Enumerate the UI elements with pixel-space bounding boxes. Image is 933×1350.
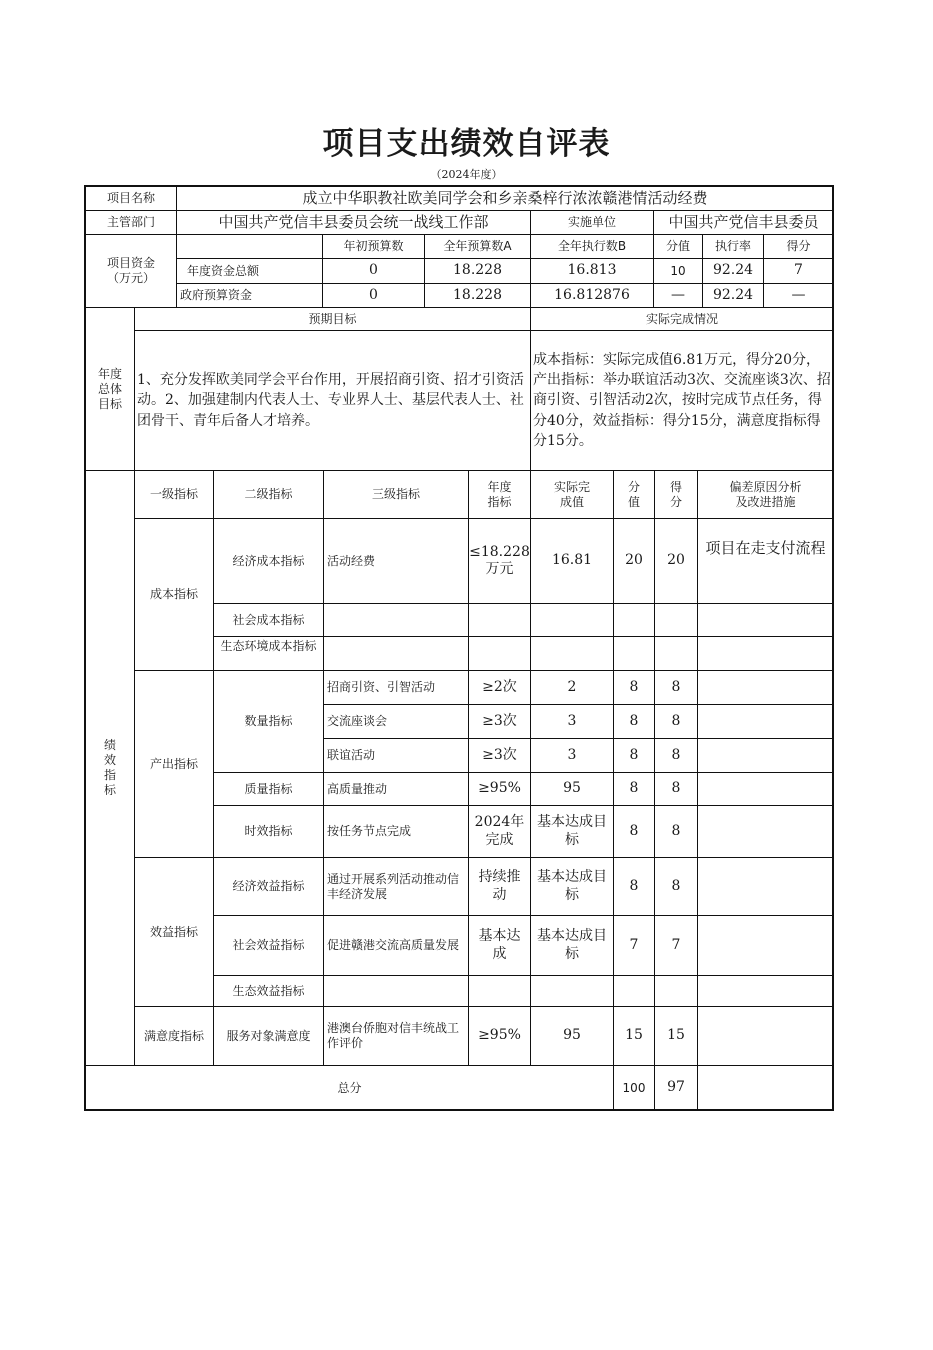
cost-social-target	[468, 603, 531, 637]
cost-econ-actual: 16.81	[530, 518, 614, 604]
indicators-label: 绩效指标	[85, 470, 135, 1066]
cost-social-level2: 社会成本指标	[213, 603, 324, 637]
output-q3-target: ≥3次	[468, 738, 531, 773]
output-q2-value: 8	[613, 704, 655, 739]
funds-row-gov-annual: 18.228	[424, 283, 531, 308]
output-q1-value: 8	[613, 670, 655, 705]
cost-eco-value	[613, 636, 655, 671]
cost-econ-score: 20	[654, 518, 698, 604]
funds-header-blank	[176, 234, 323, 259]
funds-row-total-initial: 0	[322, 258, 425, 284]
cost-social-note	[697, 603, 834, 637]
output-quality-note	[697, 772, 834, 806]
cost-econ-level2: 经济成本指标	[213, 518, 324, 604]
goals-expected-text: 1、充分发挥欧美同学会平台作用，开展招商引资、招才引资活动。2、加强建制内代表人士、专业界人士、基层代表人士、社团骨干、青年后备人才培养。	[134, 330, 531, 471]
output-q2-score: 8	[654, 704, 698, 739]
cost-econ-level3: 活动经费	[323, 518, 469, 604]
output-time-actual: 基本达成目标	[530, 805, 614, 858]
satisfaction-target: ≥95%	[468, 1006, 531, 1066]
ind-header-note: 偏差原因分析及改进措施	[697, 470, 834, 519]
benefit-eco-note	[697, 975, 834, 1007]
cost-eco-actual	[530, 636, 614, 671]
benefit-social-level3: 促进赣港交流高质量发展	[323, 915, 469, 976]
satisfaction-value: 15	[613, 1006, 655, 1066]
output-q1-note	[697, 670, 834, 705]
benefit-social-score: 7	[654, 915, 698, 976]
ind-header-score: 得分	[654, 470, 698, 519]
benefit-eco-value	[613, 975, 655, 1007]
output-time-level3: 按任务节点完成	[323, 805, 469, 858]
funds-header-score-value: 分值	[653, 234, 703, 259]
satisfaction-score: 15	[654, 1006, 698, 1066]
dept-label: 主管部门	[85, 210, 177, 235]
funds-row-total-rate: 92.24	[702, 258, 764, 284]
funds-row-gov-score-value: —	[653, 283, 703, 308]
cost-econ-target: ≤18.228万元	[468, 518, 531, 604]
project-name-label: 项目名称	[85, 186, 177, 211]
output-q2-level3: 交流座谈会	[323, 704, 469, 739]
satisfaction-level2: 服务对象满意度	[213, 1006, 324, 1066]
funds-header-rate: 执行率	[702, 234, 764, 259]
satisfaction-note	[697, 1006, 834, 1066]
cost-eco-target	[468, 636, 531, 671]
output-quality-actual: 95	[530, 772, 614, 806]
funds-row-gov-name: 政府预算资金	[176, 283, 323, 308]
cost-level1: 成本指标	[134, 518, 214, 671]
funds-row-total-score: 7	[763, 258, 834, 284]
output-q1-level3: 招商引资、引智活动	[323, 670, 469, 705]
benefit-econ-actual: 基本达成目标	[530, 857, 614, 916]
output-level1: 产出指标	[134, 670, 214, 858]
satisfaction-level3: 港澳台侨胞对信丰统战工作评价	[323, 1006, 469, 1066]
funds-label: 项目资金（万元）	[85, 234, 177, 308]
output-time-note	[697, 805, 834, 858]
cost-econ-value: 20	[613, 518, 655, 604]
ind-header-actual: 实际完成值	[530, 470, 614, 519]
output-quality-level2: 质量指标	[213, 772, 324, 806]
funds-row-total-score-value: 10	[653, 258, 703, 284]
total-score: 97	[654, 1065, 698, 1111]
output-time-value: 8	[613, 805, 655, 858]
benefit-econ-score: 8	[654, 857, 698, 916]
output-q3-note	[697, 738, 834, 773]
total-note	[697, 1065, 834, 1111]
benefit-eco-level2: 生态效益指标	[213, 975, 324, 1007]
dept-value: 中国共产党信丰县委员会统一战线工作部	[176, 210, 531, 235]
benefit-econ-level3: 通过开展系列活动推动信丰经济发展	[323, 857, 469, 916]
benefit-social-value: 7	[613, 915, 655, 976]
cost-eco-note	[697, 636, 834, 671]
benefit-econ-value: 8	[613, 857, 655, 916]
output-q3-score: 8	[654, 738, 698, 773]
funds-row-total-executed: 16.813	[530, 258, 654, 284]
output-time-score: 8	[654, 805, 698, 858]
year-subtitle: （2024年度）	[430, 168, 503, 181]
benefit-level1: 效益指标	[134, 857, 214, 1007]
output-quality-target: ≥95%	[468, 772, 531, 806]
output-q1-actual: 2	[530, 670, 614, 705]
funds-row-gov-rate: 92.24	[702, 283, 764, 308]
goals-actual-header: 实际完成情况	[530, 307, 834, 331]
project-name: 成立中华职教社欧美同学会和乡亲桑梓行浓浓赣港情活动经费	[176, 186, 834, 211]
benefit-econ-level2: 经济效益指标	[213, 857, 324, 916]
output-time-level2: 时效指标	[213, 805, 324, 858]
funds-row-gov-score: —	[763, 283, 834, 308]
total-value: 100	[613, 1065, 655, 1111]
output-q2-target: ≥3次	[468, 704, 531, 739]
benefit-eco-target	[468, 975, 531, 1007]
funds-header-score: 得分	[763, 234, 834, 259]
benefit-social-target: 基本达成	[468, 915, 531, 976]
output-q3-actual: 3	[530, 738, 614, 773]
ind-header-value: 分值	[613, 470, 655, 519]
impl-label: 实施单位	[530, 210, 654, 235]
cost-social-score	[654, 603, 698, 637]
cost-social-level3	[323, 603, 469, 637]
benefit-eco-actual	[530, 975, 614, 1007]
ind-header-target: 年度指标	[468, 470, 531, 519]
satisfaction-actual: 95	[530, 1006, 614, 1066]
total-label: 总分	[85, 1065, 614, 1111]
goals-expected-header: 预期目标	[134, 307, 531, 331]
cost-eco-level3	[323, 636, 469, 671]
page-title: 项目支出绩效自评表	[322, 126, 611, 162]
goals-actual-text: 成本指标：实际完成值6.81万元，得分20分，产出指标：举办联谊活动3次、交流座谈3次、招商引资、引智活动2次，按时完成节点任务，得分40分，效益指标：得分15分，满意度指标得分15分。	[530, 330, 834, 471]
funds-row-total-annual: 18.228	[424, 258, 531, 284]
impl-value: 中国共产党信丰县委员	[653, 210, 834, 235]
funds-row-total-name: 年度资金总额	[176, 258, 323, 284]
cost-social-value	[613, 603, 655, 637]
benefit-social-actual: 基本达成目标	[530, 915, 614, 976]
output-quantity-level2: 数量指标	[213, 670, 324, 773]
output-q2-actual: 3	[530, 704, 614, 739]
funds-header-annual: 全年预算数A	[424, 234, 531, 259]
output-time-target: 2024年完成	[468, 805, 531, 858]
output-quality-score: 8	[654, 772, 698, 806]
benefit-econ-target: 持续推动	[468, 857, 531, 916]
ind-header-level1: 一级指标	[134, 470, 214, 519]
output-q3-level3: 联谊活动	[323, 738, 469, 773]
cost-social-actual	[530, 603, 614, 637]
output-q1-score: 8	[654, 670, 698, 705]
cost-eco-score	[654, 636, 698, 671]
ind-header-level2: 二级指标	[213, 470, 324, 519]
output-quality-level3: 高质量推动	[323, 772, 469, 806]
benefit-eco-score	[654, 975, 698, 1007]
benefit-social-note	[697, 915, 834, 976]
output-q1-target: ≥2次	[468, 670, 531, 705]
cost-eco-level2: 生态环境成本指标	[213, 636, 324, 671]
benefit-econ-note	[697, 857, 834, 916]
funds-header-executed: 全年执行数B	[530, 234, 654, 259]
output-q3-value: 8	[613, 738, 655, 773]
output-q2-note	[697, 704, 834, 739]
ind-header-level3: 三级指标	[323, 470, 469, 519]
funds-row-gov-initial: 0	[322, 283, 425, 308]
satisfaction-level1: 满意度指标	[134, 1006, 214, 1066]
output-quality-value: 8	[613, 772, 655, 806]
benefit-eco-level3	[323, 975, 469, 1007]
cost-econ-note: 项目在走支付流程	[697, 518, 834, 604]
funds-row-gov-executed: 16.812876	[530, 283, 654, 308]
funds-header-initial: 年初预算数	[322, 234, 425, 259]
benefit-social-level2: 社会效益指标	[213, 915, 324, 976]
goals-label: 年度总体目标	[85, 307, 135, 471]
